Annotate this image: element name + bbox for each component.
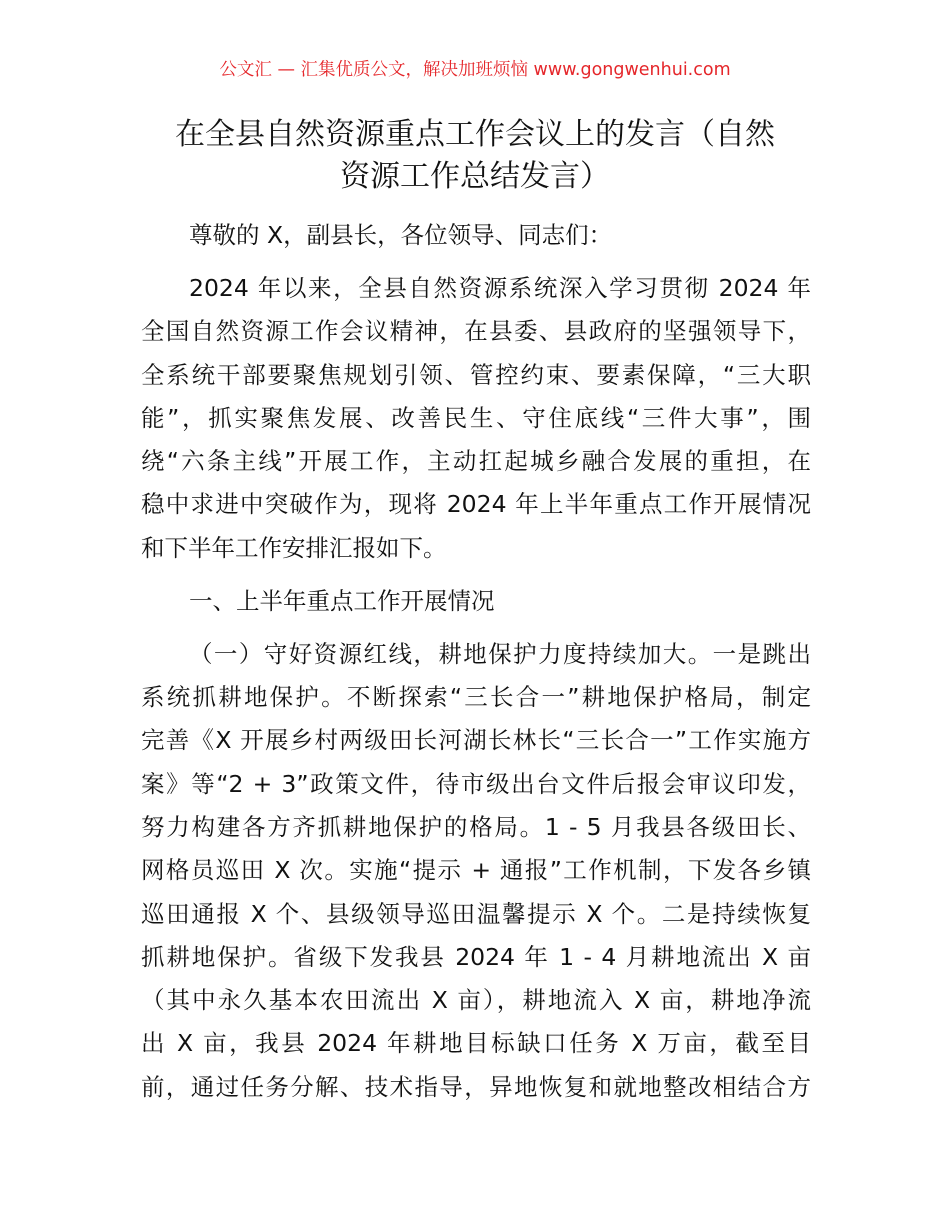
text-line: （其中永久基本农田流出 X 亩），耕地流入 X 亩，耕地净流 xyxy=(141,986,811,1015)
section-heading-paragraph xyxy=(141,580,811,623)
text-line: 案》等“2 + 3”政策文件，待市级出台文件后报会审议印发， xyxy=(141,769,811,798)
text-line: 全系统干部要聚焦规划引领、管控约束、要素保障，“三大职 xyxy=(141,360,811,389)
document-body xyxy=(141,214,811,1119)
intro-paragraph xyxy=(141,267,811,570)
text-line: 巡田通报 X 个、县级领导巡田温馨提示 X 个。二是持续恢复 xyxy=(141,899,811,928)
text-line: 前，通过任务分解、技术指导，异地恢复和就地整改相结合方 xyxy=(141,1072,811,1101)
text-line: 全国自然资源工作会议精神，在县委、县政府的坚强领导下， xyxy=(141,317,811,346)
text-line: 抓耕地保护。省级下发我县 2024 年 1 - 4 月耕地流出 X 亩 xyxy=(141,942,811,971)
salutation-paragraph xyxy=(141,214,811,257)
text-line: 系统抓耕地保护。不断探索“三长合一”耕地保护格局，制定 xyxy=(141,683,811,712)
text-line: （一）守好资源红线，耕地保护力度持续加大。一是跳出 xyxy=(189,639,811,668)
text-line: 能”，抓实聚焦发展、改善民生、守住底线“三件大事”，围 xyxy=(141,403,811,432)
section1-paragraph xyxy=(141,633,811,1109)
text-line: 网格员巡田 X 次。实施“提示 + 通报”工作机制，下发各乡镇 xyxy=(141,856,811,885)
text-line: 出 X 亩，我县 2024 年耕地目标缺口任务 X 万亩，截至目 xyxy=(141,1029,811,1058)
title-line: 在全县自然资源重点工作会议上的发言（自然 xyxy=(175,117,775,152)
text-line: 稳中求进中突破作为，现将 2024 年上半年重点工作开展情况 xyxy=(141,490,811,519)
text-line: 和下半年工作安排汇报如下。 xyxy=(141,533,447,562)
title-line: 资源工作总结发言） xyxy=(340,159,610,194)
text-line: 努力构建各方齐抓耕地保护的格局。1 - 5 月我县各级田长、 xyxy=(141,812,811,841)
text-line: 绕“六条主线”开展工作，主动扛起城乡融合发展的重担，在 xyxy=(141,447,811,476)
salutation: 尊敬的 X，副县长，各位领导、同志们： xyxy=(189,221,613,249)
watermark-banner: 公文汇 — 汇集优质公文，解决加班烦恼 www.gongwenhui.com xyxy=(219,60,731,80)
section-heading: 一、上半年重点工作开展情况 xyxy=(189,586,495,615)
document-title xyxy=(130,114,820,198)
text-line: 2024 年以来，全县自然资源系统深入学习贯彻 2024 年 xyxy=(189,273,811,302)
text-line: 完善《X 开展乡村两级田长河湖长林长“三长合一”工作实施方 xyxy=(141,726,811,755)
